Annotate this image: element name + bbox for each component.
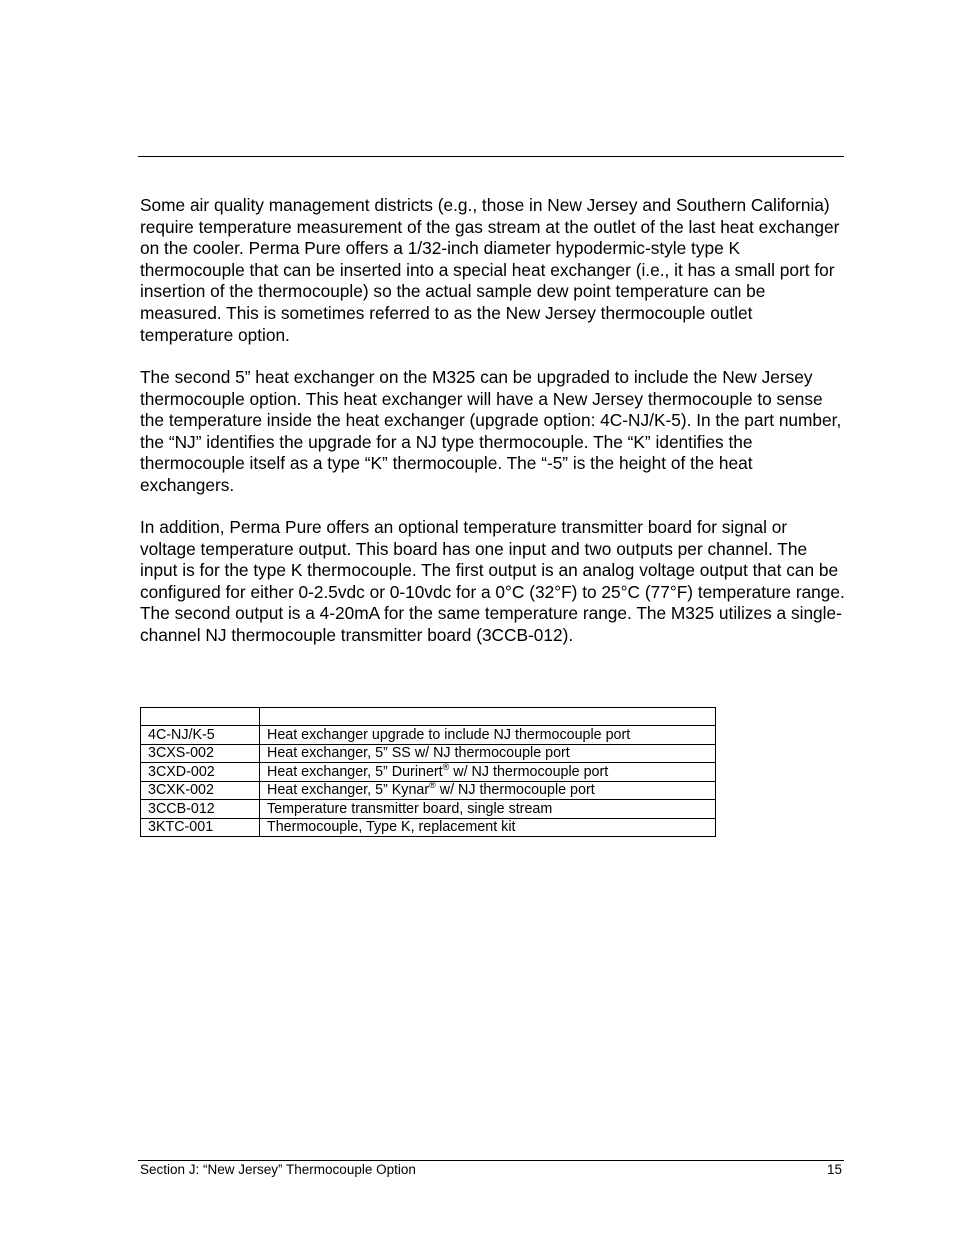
footer-rule — [138, 1160, 844, 1161]
footer-page-number: 15 — [826, 1162, 842, 1177]
part-number-cell: 3KTC-001 — [141, 818, 260, 837]
description-cell: Heat exchanger, 5” Durinert® w/ NJ thermocouple port — [260, 763, 716, 782]
description-cell: Thermocouple, Type K, replacement kit — [260, 818, 716, 837]
table-row — [141, 726, 716, 745]
table-row — [141, 763, 716, 782]
part-number-cell: 4C-NJ/K-5 — [141, 726, 260, 745]
parts-table — [140, 707, 716, 837]
registered-mark: ® — [442, 761, 450, 772]
description-cell: Heat exchanger, 5” SS w/ NJ thermocouple port — [260, 744, 716, 763]
table-header-part — [141, 708, 260, 726]
part-number-cell: 3CXK-002 — [141, 781, 260, 800]
description-cell: Heat exchanger upgrade to include NJ thermocouple port — [260, 726, 716, 745]
table-row — [141, 800, 716, 819]
description-cell: Temperature transmitter board, single stream — [260, 800, 716, 819]
footer-section-title: Section J: “New Jersey” Thermocouple Option — [140, 1162, 416, 1177]
part-number-cell: 3CXS-002 — [141, 744, 260, 763]
paragraph-intro: Some air quality management districts (e.g., those in New Jersey and Southern California) require temperature measurement of the gas stream at the outlet of the last heat exchanger on the cooler. Perma Pure offers a 1/32-inch diameter hypodermic-style type K thermocouple that can be inserted into a special heat exchanger (i.e., it has a small port for insertion of the thermocouple) so the actual sample dew point temperature can be measured. This is sometimes referred to as the New Jersey thermocouple outlet temperature option. — [140, 195, 840, 345]
paragraph-transmitter: In addition, Perma Pure offers an optional temperature transmitter board for signal or voltage temperature output. This board has one input and two outputs per channel. The input is for the type K thermocouple. The first output is an analog voltage output that can be configured for either 0-2.5vdc or 0-10vdc for a 0°C (32°F) to 25°C (77°F) temperature range. The second output is a 4-20mA for the same temperature range. The M325 utilizes a single-channel NJ thermocouple transmitter board (3CCB-012). — [140, 517, 845, 645]
header-rule — [138, 156, 844, 157]
table-row — [141, 781, 716, 800]
table-row — [141, 818, 716, 837]
table-header-description — [260, 708, 716, 726]
part-number-cell: 3CCB-012 — [141, 800, 260, 819]
table-row — [141, 744, 716, 763]
registered-mark: ® — [429, 780, 436, 790]
part-number-cell: 3CXD-002 — [141, 763, 260, 782]
paragraph-upgrade: The second 5” heat exchanger on the M325 can be upgraded to include the New Jersey thermocouple option. This heat exchanger will have a New Jersey thermocouple to sense the temperature inside the heat exchanger (upgrade option: 4C-NJ/K-5). In the part number, the “NJ” identifies the upgrade for a NJ type thermocouple. The “K” identifies the thermocouple itself as a type “K” thermocouple. The “-5” is the height of the heat exchangers. — [140, 367, 842, 495]
description-cell: Heat exchanger, 5” Kynar® w/ NJ thermocouple port — [260, 781, 716, 800]
table-header-row — [141, 708, 716, 726]
